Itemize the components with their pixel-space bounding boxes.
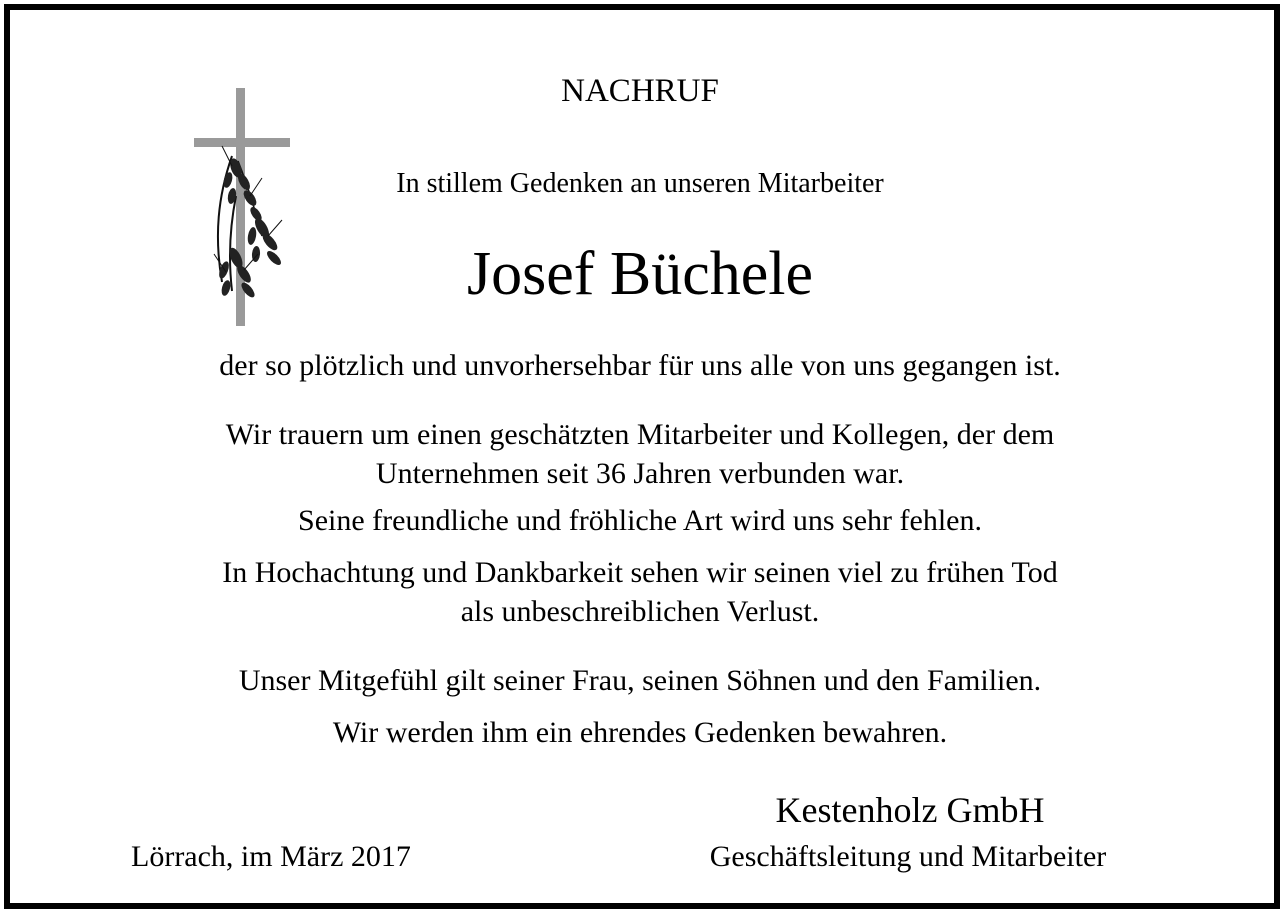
text-line: Seine freundliche und fröhliche Art wird uns sehr fehlen. xyxy=(298,504,982,537)
text-line: als unbeschreiblichen Verlust. xyxy=(460,595,820,628)
place-date: Lörrach, im März 2017 xyxy=(131,840,411,873)
deceased-name: Josef Büchele xyxy=(466,240,814,308)
notice-heading: NACHRUF xyxy=(561,73,719,109)
intro-line: In stillem Gedenken an unseren Mitarbeiter xyxy=(396,168,884,199)
signature-line: Geschäftsleitung und Mitarbeiter xyxy=(709,840,1107,873)
text-line: Wir trauern um einen geschätzten Mitarbeiter und Kollegen, der dem xyxy=(225,418,1055,451)
company-name: Kestenholz GmbH xyxy=(775,790,1045,830)
text-line: Unternehmen seit 36 Jahren verbunden war. xyxy=(375,457,905,490)
text-line: der so plötzlich und unvorhersehbar für uns alle von uns gegangen ist. xyxy=(219,349,1061,382)
text-line: Unser Mitgefühl gilt seiner Frau, seinen Söhnen und den Familien. xyxy=(238,664,1042,697)
text-line: Wir werden ihm ein ehrendes Gedenken bewahren. xyxy=(332,716,948,749)
text-line: In Hochachtung und Dankbarkeit sehen wir seinen viel zu frühen Tod xyxy=(222,556,1058,589)
